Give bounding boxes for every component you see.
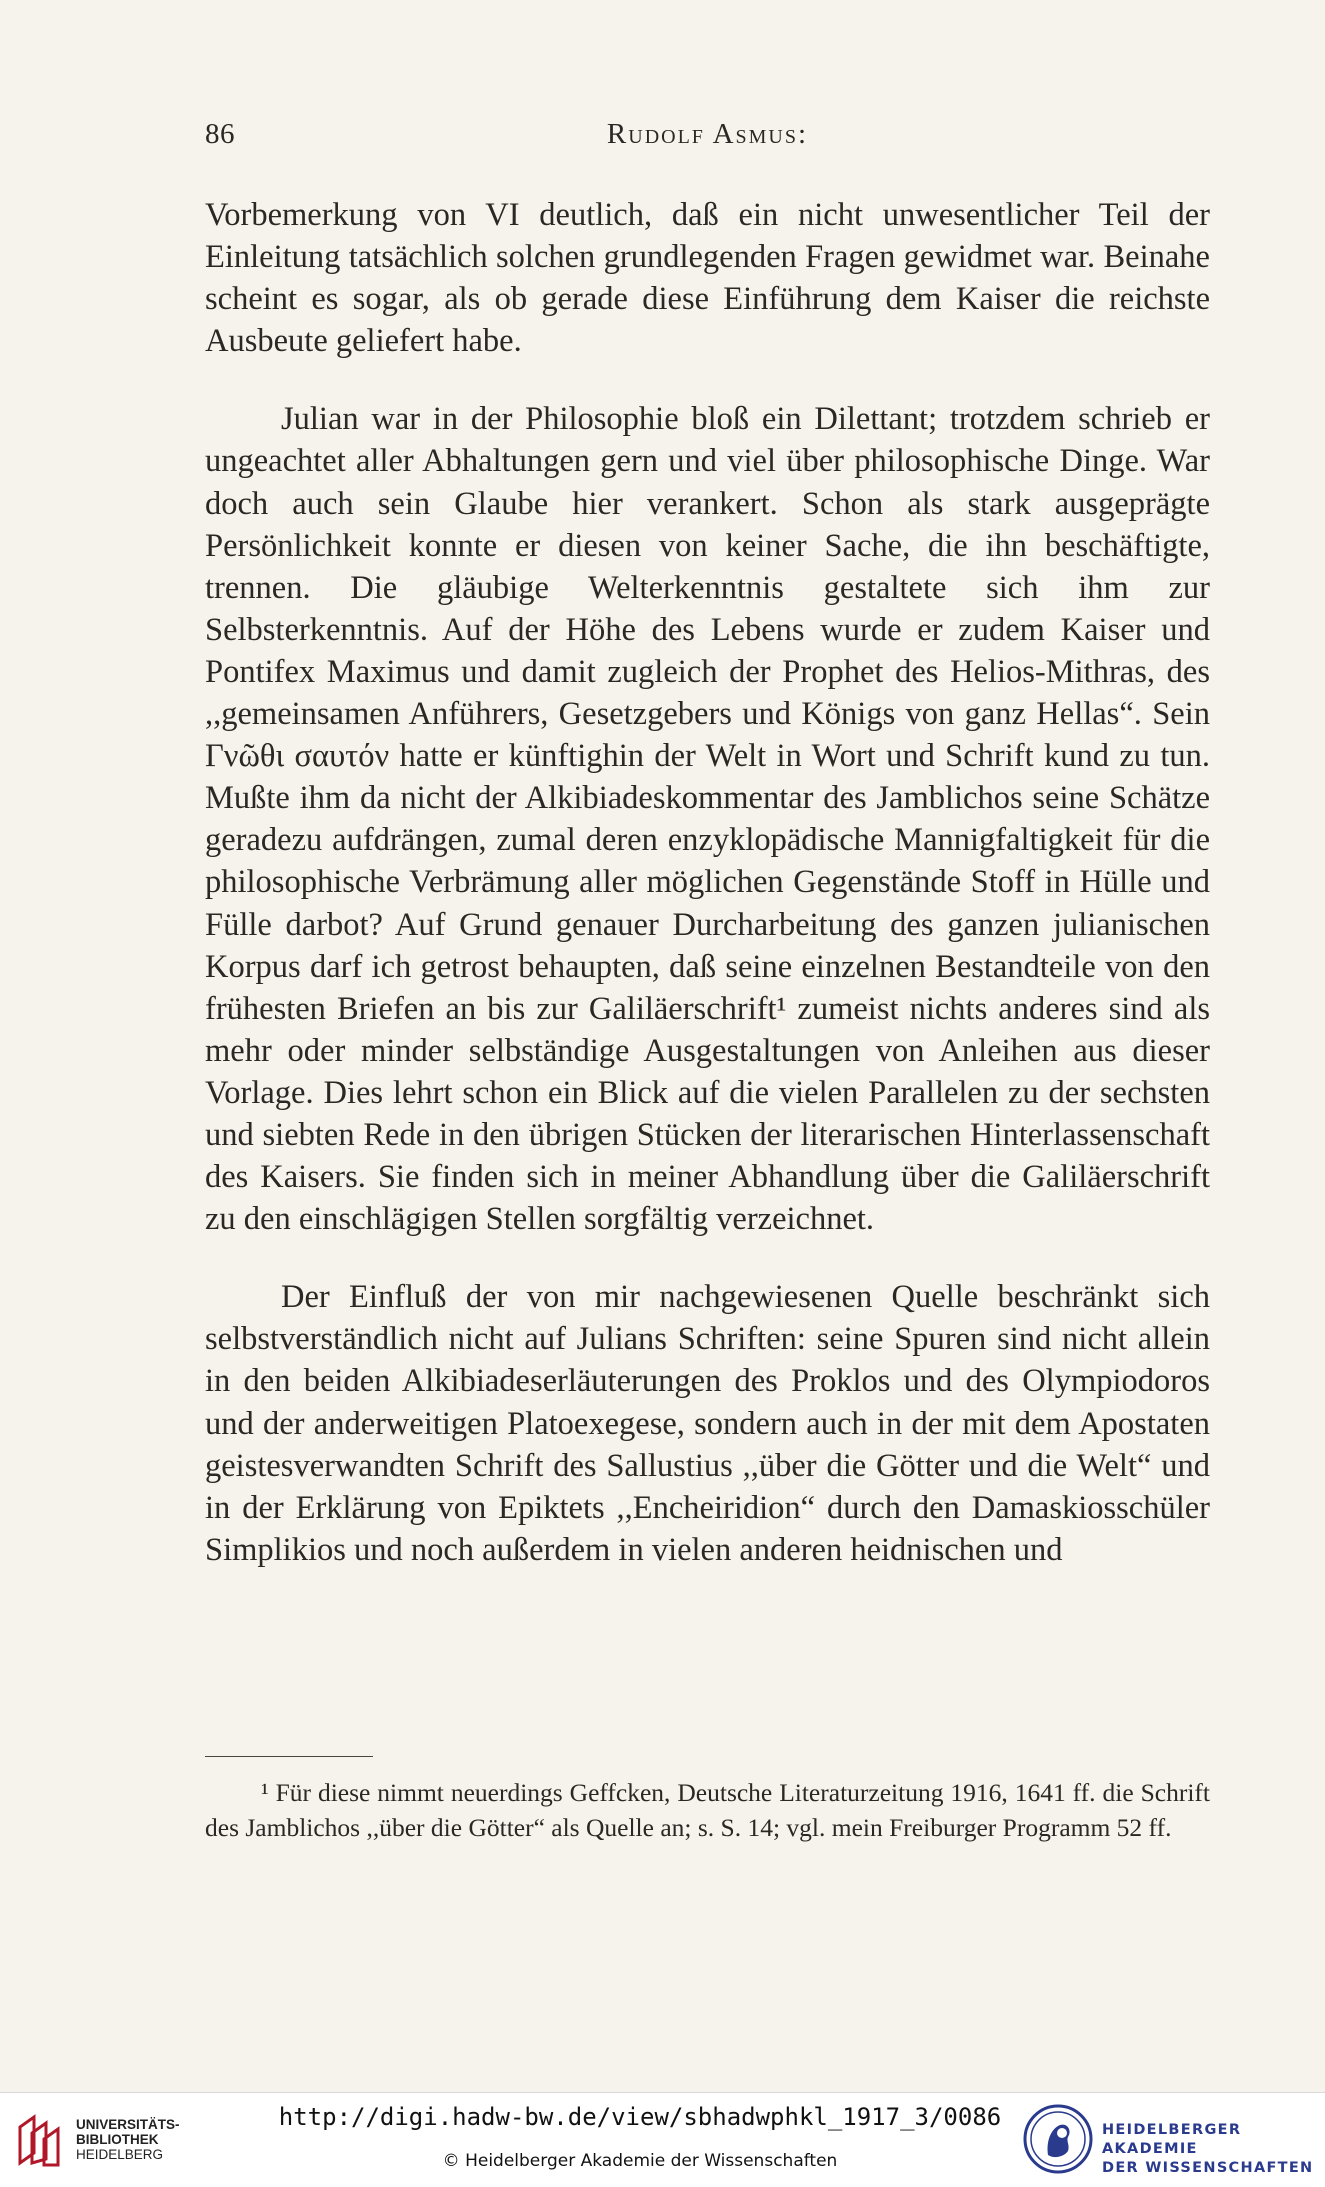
academy-name: [1102, 2121, 1322, 2178]
library-name-line-2: BIBLIOTHEK: [76, 2132, 159, 2147]
body-text: [205, 194, 1210, 1571]
footnote-divider: [205, 1756, 373, 1757]
academy-seal-icon: [1022, 2103, 1094, 2175]
running-title: Rudolf Asmus:: [606, 118, 809, 150]
library-name-line-1: UNIVERSITÄTS-: [76, 2117, 180, 2132]
paragraph-2: Julian war in der Philosophie bloß ein Dilettant; trotzdem schrieb er ungeachtet aller Abhaltungen gern und viel über philosophische Dinge. War doch auch sein Glaube hier verankert. Schon als stark ausgeprägte Persönlichkeit konnte er diesen von keiner Sache, die ihn beschäftigte, trennen. Die gläubige Welterkenntnis gestaltete sich ihm zur Selbsterkenntnis. Auf der Höhe des Lebens wurde er zudem Kaiser und Pontifex Maximus und damit zugleich der Prophet des Helios-Mithras, des ,,gemeinsamen Anführers, Gesetzgebers und Königs von ganz Hellas“. Sein Γνῶθι σαυτόν hatte er künftighin der Welt in Wort und Schrift kund zu tun. Mußte ihm da nicht der Alkibiadeskommentar des Jamblichos seine Schätze geradezu aufdrängen, zumal deren enzyklopädische Mannigfaltigkeit für die philosophische Verbrämung aller möglichen Gegenstände Stoff in Hülle und Fülle darbot? Auf Grund genauer Durcharbeitung des ganzen julianischen Korpus darf ich getrost behaupten, daß seine einzelnen Bestandteile von den frühesten Briefen an bis zur Galiläerschrift¹ zumeist nichts anderes sind als mehr oder minder selbständige Ausgestaltungen von Anleihen aus dieser Vorlage. Dies lehrt schon ein Blick auf die vielen Parallelen zu der sechsten und siebten Rede in den übrigen Stücken der literarischen Hinterlassenschaft des Kaisers. Sie finden sich in meiner Abhandlung über die Galiläerschrift zu den einschlägigen Stellen sorgfältig verzeichnet.: [205, 401, 1210, 1238]
university-library-logo[interactable]: [14, 2111, 180, 2171]
page-number: 86: [205, 118, 235, 150]
viewer-footer: [0, 2092, 1325, 2187]
library-name-line-3: HEIDELBERG: [76, 2147, 164, 2162]
library-name: [76, 2117, 180, 2162]
paragraph-1: Vorbemerkung von VI deutlich, daß ein nicht unwesentlicher Teil der Einleitung tatsächlich solchen grundlegenden Fragen gewidmet war. Beinahe scheint es sogar, als ob gerade diese Einführung dem Kaiser die reichste Ausbeute geliefert habe.: [205, 197, 1210, 360]
academy-logo[interactable]: [1022, 2103, 1322, 2179]
academy-name-line-2: DER WISSENSCHAFTEN: [1102, 2160, 1314, 2176]
paragraph-3: Der Einfluß der von mir nachgewiesenen Quelle beschränkt sich selbstverständlich nicht auf Julians Schriften: seine Spuren sind nicht allein in den beiden Alkibiadeserläuterungen des Proklos und des Olympiodoros und der anderweitigen Platoexegese, sondern auch in der mit dem Apostaten geistesverwandten Schrift des Sallustius ,,über die Götter und die Welt“ und in der Erklärung von Epiktets ,,Encheiridion“ durch den Damaskiosschüler Simplikios und noch außerdem in vielen anderen heidnischen und: [205, 1279, 1210, 1568]
running-head: [205, 118, 1210, 158]
copyright-notice: © Heidelberger Akademie der Wissenschaften: [442, 2151, 838, 2171]
academy-name-line-1: HEIDELBERGER AKADEMIE: [1102, 2122, 1242, 2157]
library-emblem-icon: [14, 2113, 70, 2169]
footnote: ¹ Für diese nimmt neuerdings Geffcken, Deutsche Literaturzeitung 1916, 1641 ff. die Schrift des Jamblichos ,,über die Götter“ als Quelle an; s. S. 14; vgl. mein Freiburger Programm 52 ff.: [205, 1778, 1210, 1842]
permalink-url[interactable]: http://digi.hadw-bw.de/view/sbhadwphkl_1917_3/0086: [278, 2103, 1002, 2131]
